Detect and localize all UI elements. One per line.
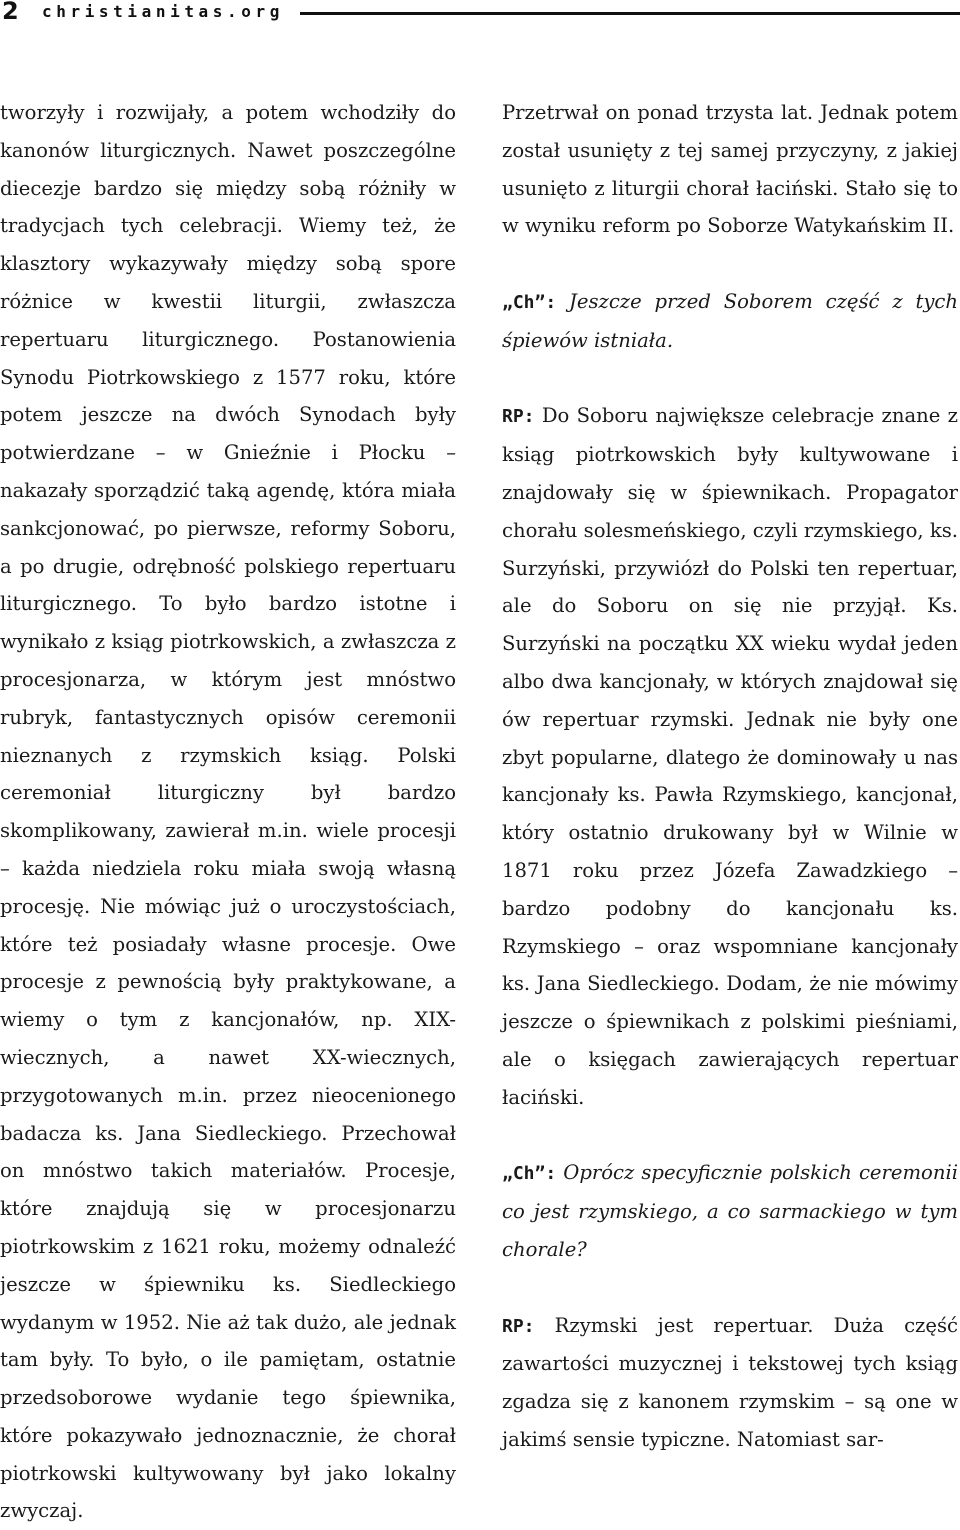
page-number: 2 bbox=[2, 0, 19, 25]
spacer bbox=[502, 1269, 958, 1307]
interviewee-answer bbox=[502, 397, 958, 1116]
right-column bbox=[502, 94, 958, 1459]
header-rule bbox=[300, 12, 960, 15]
question-text: Oprócz specyficznie polskich ceremonii co jest rzymskiego, a co sarmackiego w tym chorale? bbox=[502, 1161, 958, 1261]
right-paragraph: Przetrwał on ponad trzysta lat. Jednak potem został usunięty z tej samej przyczyny, z jakiej usunięto z liturgii chorał łaciński. Stało się to w wyniku reform po Soborze Watykańskim II. bbox=[502, 101, 958, 238]
speaker-ch: „Ch”: bbox=[502, 291, 557, 313]
answer-text: Do Soboru największe celebracje znane z ksiąg piotrkowskich były kultywowane i znajdowały się w śpiewnikach. Propagator chorału solesmeńskiego, czyli rzymskiego, ks. Surzyński, przywiózł do Polski ten repertuar, ale do Soboru on się nie przyjął. Ks. Surzyński na początku XX wieku wydał jeden albo dwa kancjonały, w których znajdował się ów repertuar rzymski. Jednak nie były one zbyt popularne, dlatego że dominowały u nas kancjonały ks. Pawła Rzymskiego, kancjonał, który ostatnio drukowany był w Wilnie w 1871 roku przez Józefa Zawadzkiego – bardzo podobny do kancjonału ks. Rzymskiego – oraz wspomniane kancjonały ks. Jana Siedleckiego. Dodam, że nie mówimy jeszcze o śpiewnikach z polskimi pieśniami, ale o księgach zawierających repertuar łaciński. bbox=[502, 404, 958, 1109]
spacer bbox=[502, 245, 958, 283]
spacer bbox=[502, 360, 958, 398]
interviewer-question bbox=[502, 1154, 958, 1268]
left-paragraph: tworzyły i rozwijały, a potem wchodziły do kanonów liturgicznych. Nawet poszczególne diecezje bardzo się między sobą różniły w tradycjach tych celebracji. Wiemy też, że klasztory wykazywały między sobą spore różnice w kwestii liturgii, zwłaszcza repertuaru liturgicznego. Postanowienia Synodu Piotrkowskiego z 1577 roku, które potem jeszcze na dwóch Synodach były potwierdzane – w Gnieźnie i Płocku – nakazały sporządzić taką agendę, która miała sankcjonować, po pierwsze, reformy Soboru, a po drugie, odrębność polskiego repertuaru liturgicznego. To było bardzo istotne i wynikało z ksiąg piotrkowskich, a zwłaszcza z procesjonarza, w którym jest mnóstwo rubryk, fantastycznych opisów ceremonii nieznanych z rzymskich ksiąg. Polski ceremoniał liturgiczny był bardzo skomplikowany, zawierał m.in. wiele procesji – każda niedziela roku miała swoją własną procesję. Nie mówiąc już o uroczystościach, które też posiadały własne procesje. Owe procesje z pewnością były praktykowane, a wiemy o tym z kancjonałów, np. XIX-wiecznych, a nawet XX-wiecznych, przygotowanych m.in. przez nieocenionego badacza ks. Jana Siedleckiego. Przechował on mnóstwo takich materiałów. Procesje, które znajdują się w procesjonarzu piotrkowskim z 1621 roku, możemy odnaleźć jeszcze w śpiewniku ks. Siedleckiego wydanym w 1952. Nie aż tak dużo, ale jednak tam były. To było, o ile pamiętam, ostatnie przedsoborowe wydanie tego śpiewnika, które pokazywało jednoznacznie, że chorał piotrkowski kultywowany był jako lokalny zwyczaj. bbox=[0, 101, 456, 1523]
interviewer-question bbox=[502, 283, 958, 360]
speaker-rp: RP: bbox=[502, 406, 535, 428]
spacer bbox=[502, 1117, 958, 1155]
page-header bbox=[0, 0, 960, 26]
interviewee-answer bbox=[502, 1307, 958, 1459]
left-column bbox=[0, 94, 456, 1530]
answer-text: Rzymski jest repertuar. Duża część zawartości muzycznej i tekstowej tych ksiąg zgadza się z kanonem rzymskim – są one w jakimś sensie typiczne. Natomiast sar- bbox=[502, 1313, 958, 1451]
question-text: Jeszcze przed Soborem część z tych śpiewów istniała. bbox=[502, 289, 958, 352]
speaker-rp: RP: bbox=[502, 1315, 535, 1337]
speaker-ch: „Ch”: bbox=[502, 1163, 557, 1185]
site-name: christianitas.org bbox=[42, 2, 284, 21]
